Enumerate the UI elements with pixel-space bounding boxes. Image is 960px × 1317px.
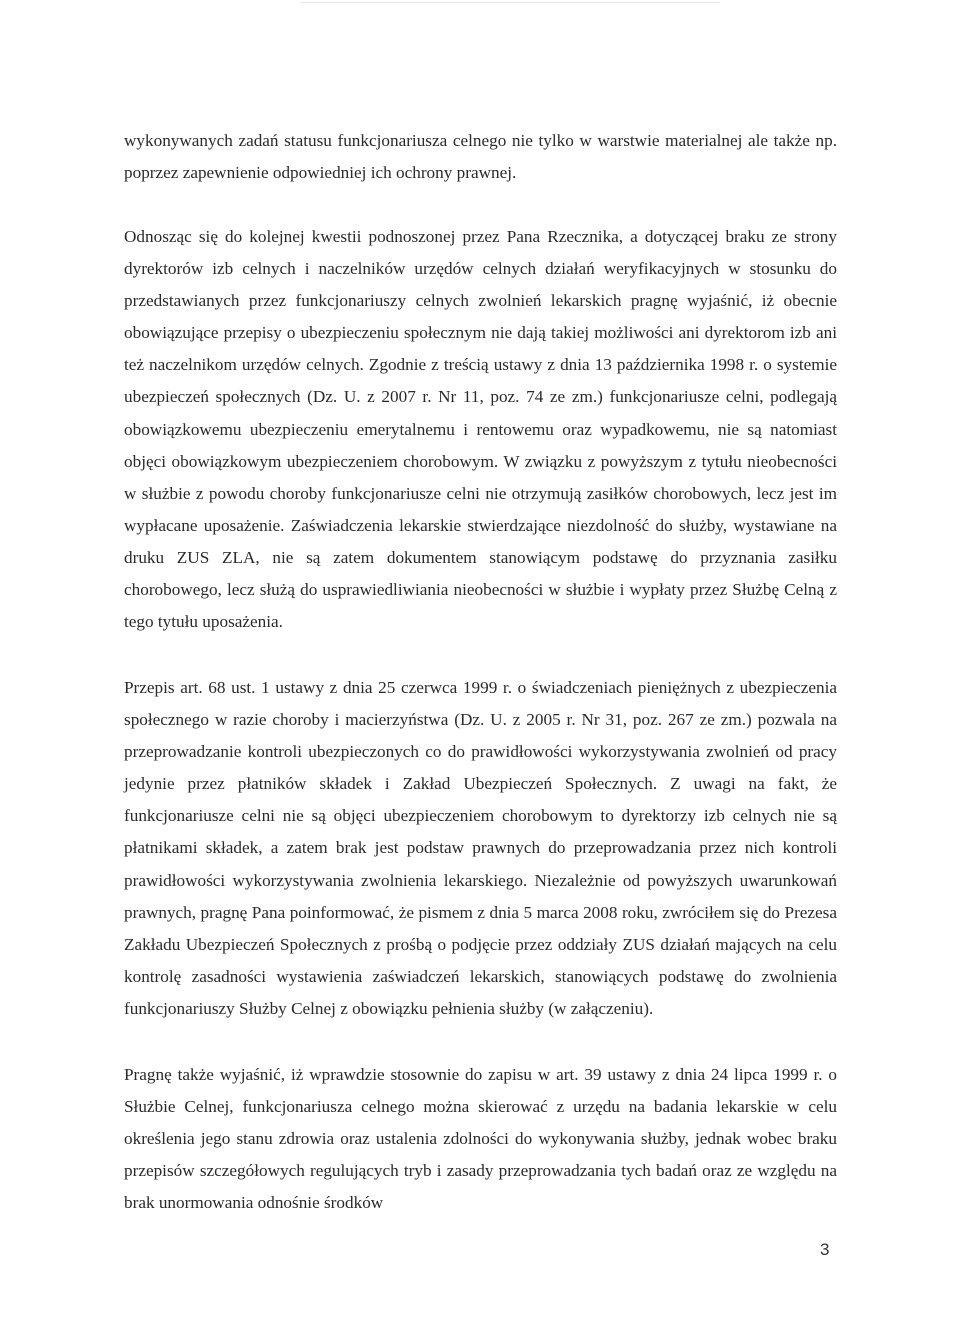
- page-number: 3: [820, 1240, 830, 1259]
- paragraph-3: Przepis art. 68 ust. 1 ustawy z dnia 25 czerwca 1999 r. o świadczeniach pieniężnych z ubezpieczenia społecznego w razie choroby i macierzyństwa (Dz. U. z 2005 r. Nr 31, poz. 267 ze zm.) pozwala na przeprowadzanie kontroli ubezpieczonych co do prawidłowości wykorzystywania zwolnień od pracy jedynie przez płatników składek i Zakład Ubezpieczeń Społecznych. Z uwagi na fakt, że funkcjonariusze celni nie są objęci ubezpieczeniem chorobowym to dyrektorzy izb celnych nie są płatnikami składek, a zatem brak jest podstaw prawnych do przeprowadzania przez nich kontroli prawidłowości wykorzystywania zwolnienia lekarskiego. Niezależnie od powyższych uwarunkowań prawnych, pragnę Pana poinformować, że pismem z dnia 5 marca 2008 roku, zwróciłem się do Prezesa Zakładu Ubezpieczeń Społecznych z prośbą o podjęcie przez oddziały ZUS działań mających na celu kontrolę zasadności wystawienia zaświadczeń lekarskich, stanowiących podstawę do zwolnienia funkcjonariuszy Służby Celnej z obowiązku pełnienia służby (w załączeniu).: [124, 678, 837, 1018]
- scan-edge-line: [300, 2, 720, 3]
- paragraph-1: wykonywanych zadań statusu funkcjonariusza celnego nie tylko w warstwie materialnej ale także np. poprzez zapewnienie odpowiedniej ich ochrony prawnej.: [124, 131, 837, 183]
- paragraph-4: Pragnę także wyjaśnić, iż wprawdzie stosownie do zapisu w art. 39 ustawy z dnia 24 lipca 1999 r. o Służbie Celnej, funkcjonariusza celnego można skierować z urzędu na badania lekarskie w celu określenia jego stanu zdrowia oraz ustalenia zdolności do wykonywania służby, jednak wobec braku przepisów szczegółowych regulujących tryb i zasady przeprowadzania tych badań oraz ze względu na brak unormowania odnośnie środków: [124, 1065, 837, 1213]
- paragraph-2: Odnosząc się do kolejnej kwestii podnoszonej przez Pana Rzecznika, a dotyczącej braku ze strony dyrektorów izb celnych i naczelników urzędów celnych działań weryfikacyjnych w stosunku do przedstawianych przez funkcjonariuszy celnych zwolnień lekarskich pragnę wyjaśnić, iż obecnie obowiązujące przepisy o ubezpieczeniu społecznym nie dają takiej możliwości ani dyrektorom izb ani też naczelnikom urzędów celnych. Zgodnie z treścią ustawy z dnia 13 października 1998 r. o systemie ubezpieczeń społecznych (Dz. U. z 2007 r. Nr 11, poz. 74 ze zm.) funkcjonariusze celni, podlegają obowiązkowemu ubezpieczeniu emerytalnemu i rentowemu oraz wypadkowemu, nie są natomiast objęci obowiązkowym ubezpieczeniem chorobowym. W związku z powyższym z tytułu nieobecności w służbie z powodu choroby funkcjonariusze celni nie otrzymują zasiłków chorobowych, lecz jest im wypłacane uposażenie. Zaświadczenia lekarskie stwierdzające niezdolność do służby, wystawiane na druku ZUS ZLA, nie są zatem dokumentem stanowiącym podstawę do przyznania zasiłku chorobowego, lecz służą do usprawiedliwiania nieobecności w służbie i wypłaty przez Służbę Celną z tego tytułu uposażenia.: [124, 227, 837, 632]
